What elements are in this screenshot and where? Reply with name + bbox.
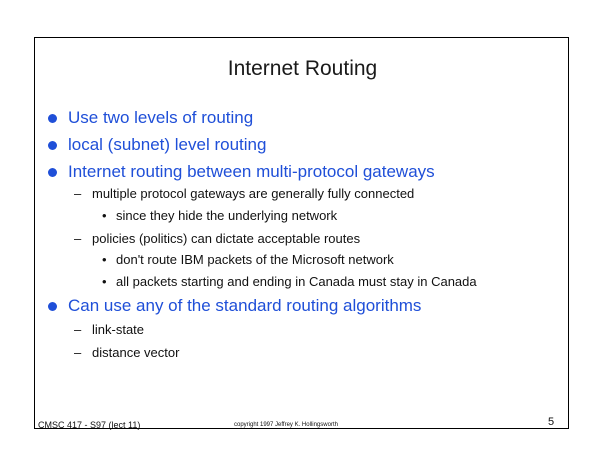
dash-marker: –: [74, 322, 82, 337]
dash-marker: –: [74, 345, 82, 360]
sub-item-text: policies (politics) can dictate acceptable routes: [92, 231, 361, 246]
footer-course-label: CMSC 417 - S97 (lect 11): [38, 420, 141, 430]
sub-sub-item-text: since they hide the underlying network: [116, 208, 338, 223]
slide-title: Internet Routing: [227, 57, 378, 80]
bullet-dot: [48, 302, 57, 311]
bullet-dot: [48, 168, 57, 177]
sub-item-fully-connected: [74, 185, 414, 203]
bullet-item-local-routing: local (subnet) level routing: [68, 135, 267, 154]
footer-copyright: copyright 1997 Jeffrey K. Hollingsworth: [234, 422, 338, 428]
sub-item-link-state: [74, 321, 144, 339]
dash-marker: –: [74, 231, 82, 246]
dash-marker: –: [74, 186, 82, 201]
sub-item-policies: [74, 230, 360, 248]
bullet-dot: [48, 114, 57, 123]
bullet-marker: •: [102, 208, 107, 223]
sub-sub-item-ibm-microsoft: [102, 251, 394, 269]
bullet-dot: [48, 141, 57, 150]
bullet-item-two-levels: Use two levels of routing: [68, 108, 254, 127]
bullet-item-routing-algorithms: Can use any of the standard routing algorithms: [68, 296, 422, 315]
bullet-item-internet-routing: Internet routing between multi-protocol gateways: [68, 162, 435, 181]
sub-item-text: link-state: [92, 322, 145, 337]
sub-item-text: distance vector: [92, 345, 180, 360]
sub-sub-item-canada: [102, 273, 477, 291]
bullet-marker: •: [102, 274, 107, 289]
bullet-marker: •: [102, 252, 107, 267]
sub-sub-item-text: all packets starting and ending in Canada must stay in Canada: [116, 274, 477, 289]
sub-sub-item-hide-network: [102, 207, 337, 225]
sub-sub-item-text: don't route IBM packets of the Microsoft network: [116, 252, 394, 267]
sub-item-distance-vector: [74, 344, 179, 362]
page-number: 5: [548, 416, 555, 428]
sub-item-text: multiple protocol gateways are generally fully connected: [92, 186, 415, 201]
